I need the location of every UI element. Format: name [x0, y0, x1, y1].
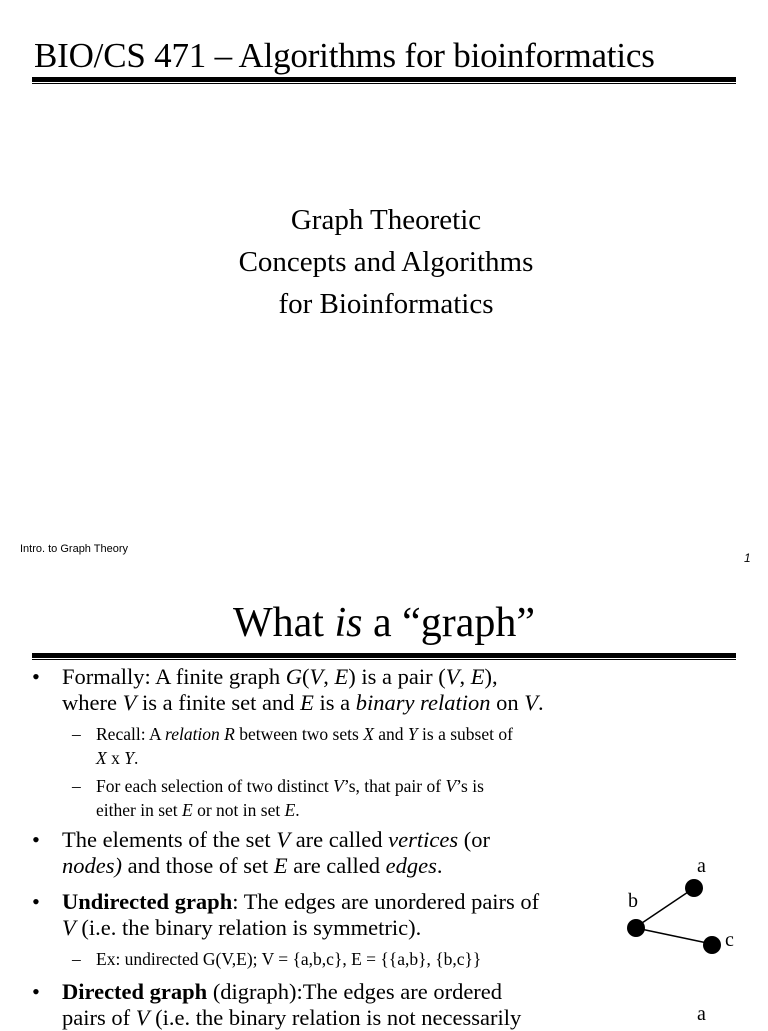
node-a [685, 879, 703, 897]
subtitle-line-2: Concepts and Algorithms [238, 246, 534, 278]
title-part: a “graph” [362, 600, 536, 646]
dash-marker: – [72, 776, 81, 796]
subtitle-line-1: Graph Theoretic [290, 204, 482, 236]
bullet-text: Undirected graph: The edges are unordered pairs of V (i.e. the binary relation is symmetric). [62, 889, 540, 940]
slide-title [0, 599, 768, 647]
slide-2 [0, 576, 768, 1030]
title-rule-thin [32, 83, 736, 84]
bullet-text: The elements of the set V are called vertices (or nodes) and those of set E are called edges. [62, 827, 490, 878]
subtitle-line-3: for Bioinformatics [278, 288, 494, 320]
bullet-text: Directed graph (digraph):The edges are ordered pairs of V (i.e. the binary relation is not necessarily [62, 979, 522, 1030]
label-c: c [725, 929, 734, 951]
node-c [703, 936, 721, 954]
label-a-directed: a [697, 1003, 706, 1024]
bullet-marker: • [32, 827, 40, 852]
subbullet-text: For each selection of two distinct V’s, that pair of V’s is either in set E or not in set E. [96, 776, 484, 820]
bullet-text: Formally: A finite graph G(V, E) is a pair (V, E), where V is a finite set and E is a binary relation on V. [62, 664, 544, 715]
node-b [627, 919, 645, 937]
page-number: 1 [744, 551, 751, 565]
subbullet-text: Recall: A relation R between two sets X and Y is a subset of X x Y. [96, 724, 513, 768]
label-b: b [628, 890, 638, 912]
dash-marker: – [72, 724, 81, 744]
title-rule-thin [32, 659, 736, 660]
edge-a-b [636, 888, 694, 927]
bullet-marker: • [32, 664, 40, 689]
slide-subtitle [0, 199, 768, 325]
slide-footer: Intro. to Graph Theory [20, 543, 129, 555]
title-emphasis: is [334, 600, 363, 646]
dash-marker: – [72, 949, 81, 969]
course-title: BIO/CS 471 – Algorithms for bioinformatics [34, 36, 655, 75]
edge-b-c [636, 928, 712, 944]
bullet-marker: • [32, 979, 40, 1004]
title-rule [32, 653, 736, 658]
title-rule [32, 77, 736, 82]
subbullet-text: Ex: undirected G(V,E); V = {a,b,c}, E = {{a,b}, {b,c}} [96, 949, 482, 969]
undirected-graph-diagram [600, 846, 750, 1024]
title-part: What [232, 600, 335, 646]
label-a: a [697, 855, 706, 877]
bullet-marker: • [32, 889, 40, 914]
